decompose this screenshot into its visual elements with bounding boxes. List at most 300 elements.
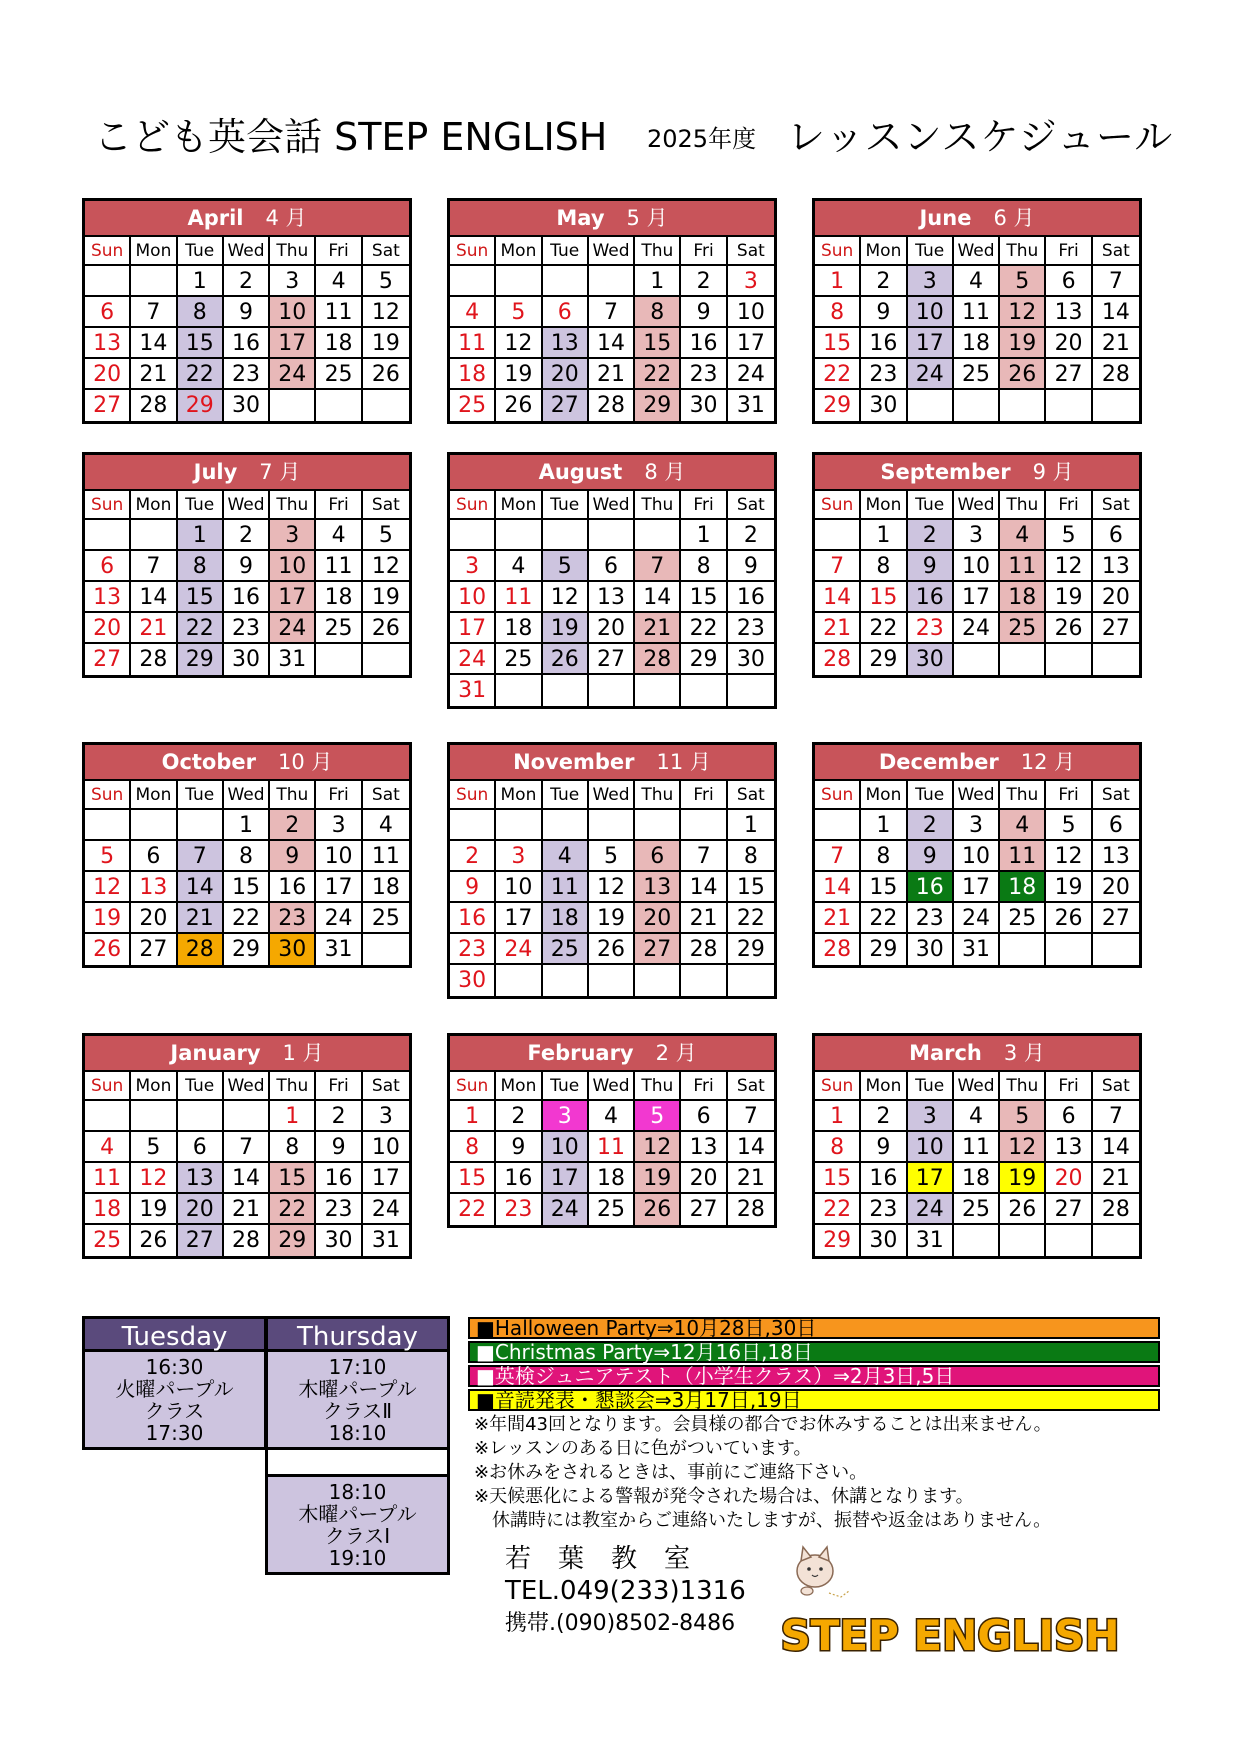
step-english-logo [780,1608,1120,1662]
calendar-day: 27 [1093,903,1139,934]
calendar-day: 23 [496,1194,542,1225]
calendar-day: 6 [85,297,131,328]
weekday-label: Fri [681,237,727,266]
calendar-day: 20 [131,903,177,934]
calendar-day: 30 [908,934,954,965]
calendar-empty-cell [85,810,131,841]
calendar-day: 1 [861,520,907,551]
weekday-label: Wed [954,237,1000,266]
calendar-day: 9 [908,841,954,872]
calendar-empty-cell [131,520,177,551]
calendar-empty-cell [178,810,224,841]
month-name-jp: 9 月 [1032,460,1074,484]
calendar-day: 8 [815,297,861,328]
calendar-day: 11 [589,1132,635,1163]
calendar-day: 19 [543,613,589,644]
month-grid [450,781,774,996]
calendar-day: 7 [178,841,224,872]
calendar-day: 27 [1046,1194,1092,1225]
phone-number: TEL.049(233)1316 [505,1576,746,1606]
month-name-jp: 7 月 [259,460,301,484]
month-header [815,201,1139,237]
calendar-day: 10 [908,297,954,328]
calendar-day: 5 [1046,810,1092,841]
weekday-label: Sat [1093,1072,1139,1101]
calendar-day: 23 [861,1194,907,1225]
tuesday-header: Tuesday [82,1316,267,1352]
month-name-jp: 1 月 [282,1041,324,1065]
calendar-day: 11 [450,328,496,359]
calendar-day: 15 [178,582,224,613]
event-recital: ■音読発表・懇談会⇒3月17日,19日 [468,1389,1160,1411]
calendar-day: 7 [224,1132,270,1163]
calendar-day: 29 [178,644,224,675]
calendar-day: 21 [815,613,861,644]
calendar-day: 22 [178,613,224,644]
calendar-day: 3 [954,520,1000,551]
calendar-day: 22 [178,359,224,390]
weekday-label: Wed [589,781,635,810]
weekday-label: Wed [224,237,270,266]
calendar-september [812,452,1142,678]
calendar-day: 12 [589,872,635,903]
calendar-day: 18 [589,1163,635,1194]
month-grid [85,781,409,965]
calendar-empty-cell [728,675,774,706]
calendar-empty-cell [1000,644,1046,675]
calendar-day: 19 [131,1194,177,1225]
tuesday-end: 17:30 [145,1421,204,1445]
thursday-class1-name: 木曜パープル [298,1502,417,1526]
calendar-empty-cell [496,675,542,706]
weekday-label: Mon [496,237,542,266]
calendar-day: 30 [224,390,270,421]
calendar-day: 8 [224,841,270,872]
calendar-day: 5 [1000,1101,1046,1132]
calendar-empty-cell [1046,934,1092,965]
weekday-label: Sat [1093,491,1139,520]
calendar-empty-cell [496,965,542,996]
calendar-day: 30 [861,390,907,421]
calendar-day: 15 [861,582,907,613]
calendar-day: 8 [681,551,727,582]
calendar-empty-cell [635,520,681,551]
calendar-day: 29 [861,934,907,965]
calendar-day: 13 [178,1163,224,1194]
calendar-january [82,1033,412,1259]
calendar-day: 30 [681,390,727,421]
calendar-empty-cell [815,520,861,551]
calendar-day: 19 [635,1163,681,1194]
calendar-may [447,198,777,424]
calendar-day: 14 [131,328,177,359]
calendar-day: 21 [728,1163,774,1194]
calendar-day: 20 [1046,328,1092,359]
calendar-day: 25 [316,613,362,644]
weekday-label: Fri [681,1072,727,1101]
month-header [450,455,774,491]
calendar-day: 12 [635,1132,681,1163]
calendar-day: 20 [1093,872,1139,903]
calendar-day: 28 [736,1197,765,1222]
calendar-day: 12 [1000,297,1046,328]
calendar-day: 7 [635,551,681,582]
calendar-day: 25 [1000,903,1046,934]
calendar-day: 12 [363,297,409,328]
calendar-day: 22 [681,613,727,644]
calendar-day: 29 [861,644,907,675]
calendar-day: 10 [908,1132,954,1163]
weekday-label: Sun [85,491,131,520]
calendar-day: 24 [954,613,1000,644]
calendar-april [82,198,412,424]
calendar-day: 16 [224,328,270,359]
calendar-day: 23 [450,934,496,965]
calendar-day: 14 [635,582,681,613]
calendar-empty-cell [224,1101,270,1132]
calendar-day: 21 [178,903,224,934]
calendar-day: 18 [1000,872,1046,903]
calendar-day: 27 [635,934,681,965]
month-name-jp: 2 月 [655,1041,697,1065]
calendar-day: 9 [450,872,496,903]
weekday-label: Wed [954,781,1000,810]
calendar-day: 24 [450,644,496,675]
calendar-day: 8 [861,551,907,582]
calendar-day: 20 [1093,582,1139,613]
calendar-empty-cell [589,810,635,841]
calendar-day: 14 [178,872,224,903]
weekday-label: Tue [908,1072,954,1101]
calendar-empty-cell [270,390,316,421]
mobile-number: 携帯.(090)8502-8486 [505,1611,736,1636]
calendar-day: 31 [736,393,765,418]
calendar-day: 2 [861,1101,907,1132]
weekday-label: Fri [1046,781,1092,810]
month-grid [450,237,774,421]
calendar-day: 4 [1000,520,1046,551]
weekday-label: Wed [589,491,635,520]
weekday-label: Wed [224,781,270,810]
calendar-empty-cell [316,390,362,421]
calendar-day: 2 [224,266,270,297]
calendar-february [447,1033,777,1228]
calendar-day: 4 [316,520,362,551]
calendar-empty-cell [1093,390,1139,421]
calendar-day: 30 [224,644,270,675]
calendar-empty-cell [85,1101,131,1132]
calendar-day: 3 [728,266,774,297]
weekday-label: Mon [131,781,177,810]
calendar-day: 18 [543,903,589,934]
calendar-day: 7 [589,297,635,328]
month-name-jp: 4 月 [265,206,307,230]
calendar-day: 27 [178,1225,224,1256]
calendar-day: 20 [543,359,589,390]
calendar-day: 29 [728,934,774,965]
weekday-label: Mon [496,781,542,810]
calendar-day: 21 [681,903,727,934]
calendar-day: 18 [954,328,1000,359]
calendar-day: 17 [954,872,1000,903]
calendar-day: 2 [908,810,954,841]
calendar-day: 1 [815,1101,861,1132]
calendar-day: 24 [316,903,362,934]
calendar-day: 29 [815,1225,861,1256]
calendar-day: 4 [589,1101,635,1132]
calendar-day: 8 [270,1132,316,1163]
note-item: ※レッスンのある日に色がついています。 [474,1438,812,1459]
calendar-day: 19 [363,328,409,359]
weekday-label: Sun [450,237,496,266]
calendar-day: 23 [728,613,774,644]
weekday-label: Sun [815,781,861,810]
calendar-day: 29 [815,390,861,421]
calendar-day: 17 [270,582,316,613]
calendar-day: 30 [316,1225,362,1256]
calendar-day: 19 [1046,582,1092,613]
tuesday-class-suffix: クラス [144,1399,205,1423]
calendar-day: 14 [728,1132,774,1163]
calendar-day: 2 [224,520,270,551]
calendar-day: 13 [681,1132,727,1163]
calendar-day: 11 [85,1163,131,1194]
calendar-day: 17 [908,328,954,359]
school-name: こども英会話 STEP ENGLISH [94,115,608,159]
weekday-label: Sun [450,491,496,520]
calendar-day: 29 [681,644,727,675]
calendar-empty-cell [1000,390,1046,421]
calendar-empty-cell [681,965,727,996]
calendar-day: 9 [681,297,727,328]
calendar-day: 30 [908,644,954,675]
calendar-day: 26 [1046,613,1092,644]
calendar-day: 23 [224,359,270,390]
weekday-label: Sat [1093,781,1139,810]
month-grid [815,237,1139,421]
weekday-label: Tue [543,491,589,520]
calendar-day: 12 [496,328,542,359]
calendar-day: 3 [954,810,1000,841]
calendar-day: 21 [1093,1163,1139,1194]
thursday-break [265,1450,450,1474]
calendar-day: 3 [270,266,316,297]
weekday-label: Thu [1000,491,1046,520]
calendar-empty-cell [496,520,542,551]
weekday-label: Mon [861,491,907,520]
calendar-day: 14 [589,328,635,359]
calendar-empty-cell [1093,1225,1139,1256]
calendar-empty-cell [496,266,542,297]
weekday-label: Tue [908,491,954,520]
weekday-label: Tue [543,1072,589,1101]
calendar-day: 19 [85,903,131,934]
calendar-day: 4 [496,551,542,582]
weekday-label: Mon [131,491,177,520]
calendar-day: 4 [316,266,362,297]
calendar-day: 12 [1000,1132,1046,1163]
calendar-day: 8 [178,551,224,582]
calendar-day: 13 [1046,297,1092,328]
logo-text: STEP ENGLISH [780,1611,1120,1660]
month-grid [815,1072,1139,1256]
calendar-day: 12 [363,551,409,582]
calendar-day: 1 [178,520,224,551]
calendar-day: 4 [543,841,589,872]
calendar-day: 2 [496,1101,542,1132]
calendar-day: 16 [270,872,316,903]
calendar-day: 26 [363,359,409,390]
calendar-empty-cell [635,810,681,841]
calendar-day: 23 [908,903,954,934]
calendar-day: 18 [450,359,496,390]
calendar-day: 9 [861,297,907,328]
weekday-label: Fri [681,491,727,520]
calendar-day: 10 [270,551,316,582]
weekday-label: Mon [496,1072,542,1101]
calendar-empty-cell [450,810,496,841]
month-name-en: March [909,1041,982,1065]
calendar-day: 14 [681,872,727,903]
calendar-day: 25 [954,1194,1000,1225]
calendar-day: 5 [543,551,589,582]
weekday-label: Sat [728,1072,774,1101]
calendar-day: 1 [815,266,861,297]
thursday-class1-suffix: クラスⅠ [324,1524,391,1548]
event-halloween: ■Halloween Party⇒10月28日,30日 [468,1317,1160,1339]
calendar-empty-cell [543,965,589,996]
calendar-day: 1 [635,266,681,297]
calendar-day: 16 [681,328,727,359]
weekday-label: Tue [908,237,954,266]
weekday-label: Fri [316,237,362,266]
calendar-day: 10 [270,297,316,328]
calendar-empty-cell [450,520,496,551]
calendar-day: 1 [861,810,907,841]
weekday-label: Tue [543,781,589,810]
thursday-header: Thursday [265,1316,450,1352]
calendar-day: 19 [589,903,635,934]
calendar-empty-cell [543,810,589,841]
calendar-day: 11 [316,297,362,328]
calendar-day: 17 [954,582,1000,613]
calendar-day: 30 [450,965,496,996]
calendar-day: 21 [635,613,681,644]
month-grid [450,1072,774,1225]
calendar-day: 21 [224,1194,270,1225]
calendar-day: 11 [496,582,542,613]
calendar-empty-cell [131,1101,177,1132]
calendar-day: 27 [131,934,177,965]
calendar-empty-cell [543,520,589,551]
calendar-day: 1 [270,1101,316,1132]
calendar-day: 20 [681,1163,727,1194]
month-header [85,1036,409,1072]
weekday-label: Thu [270,1072,316,1101]
calendar-day: 28 [815,644,861,675]
calendar-day: 12 [1046,551,1092,582]
calendar-day: 28 [178,934,224,965]
weekday-label: Sat [728,491,774,520]
calendar-day: 10 [543,1132,589,1163]
calendar-day: 23 [861,359,907,390]
calendar-day: 7 [131,297,177,328]
calendar-day: 28 [681,934,727,965]
calendar-day: 27 [681,1194,727,1225]
month-name-en: October [161,750,256,774]
month-name-en: May [556,206,605,230]
calendar-day: 15 [815,1163,861,1194]
thursday-class2-box [265,1352,450,1450]
weekday-label: Sun [815,237,861,266]
calendar-day: 28 [1093,1194,1139,1225]
weekday-label: Mon [861,237,907,266]
calendar-day: 25 [1000,613,1046,644]
calendar-day: 21 [1093,328,1139,359]
calendar-day: 13 [1093,551,1139,582]
class-schedule [82,1316,457,1570]
calendar-day: 26 [543,644,589,675]
calendar-day: 16 [224,582,270,613]
calendar-day: 17 [363,1163,409,1194]
month-name-jp: 5 月 [626,206,668,230]
weekday-label: Thu [635,491,681,520]
calendar-day: 24 [954,903,1000,934]
calendar-empty-cell [131,266,177,297]
school-year: 2025年度 [647,125,757,153]
weekday-label: Sun [85,1072,131,1101]
calendar-day: 31 [450,675,496,706]
calendar-empty-cell [635,965,681,996]
calendar-july [82,452,412,678]
calendar-day: 1 [224,810,270,841]
weekday-label: Thu [1000,1072,1046,1101]
month-header [85,455,409,491]
calendar-day: 22 [815,1194,861,1225]
weekday-label: Wed [954,491,1000,520]
calendar-day: 7 [1093,1101,1139,1132]
page-header [0,112,1240,172]
calendar-day: 21 [589,359,635,390]
page-title: レッスンスケジュール [787,115,1174,159]
calendar-day: 26 [363,613,409,644]
calendar-day: 25 [496,644,542,675]
month-grid [85,1072,409,1256]
month-name-jp: 3 月 [1003,1041,1045,1065]
calendar-empty-cell [316,644,362,675]
calendar-day: 10 [450,582,496,613]
weekday-label: Mon [496,491,542,520]
month-grid [450,491,774,706]
calendar-day: 15 [728,872,774,903]
calendar-day: 24 [270,613,316,644]
calendar-day: 16 [861,1163,907,1194]
calendar-day: 17 [908,1163,954,1194]
calendar-day: 9 [861,1132,907,1163]
calendar-day: 2 [908,520,954,551]
calendar-day: 13 [85,328,131,359]
calendar-day: 22 [635,359,681,390]
note-item: 休講時には教室からご連絡いたしますが、振替や返金はありません。 [474,1510,1052,1531]
calendar-day: 28 [131,390,177,421]
calendar-day: 5 [1046,520,1092,551]
calendar-empty-cell [131,810,177,841]
calendar-day: 17 [496,903,542,934]
weekday-label: Sat [363,781,409,810]
calendar-day: 13 [85,582,131,613]
calendar-day: 18 [316,582,362,613]
calendar-day: 16 [496,1163,542,1194]
